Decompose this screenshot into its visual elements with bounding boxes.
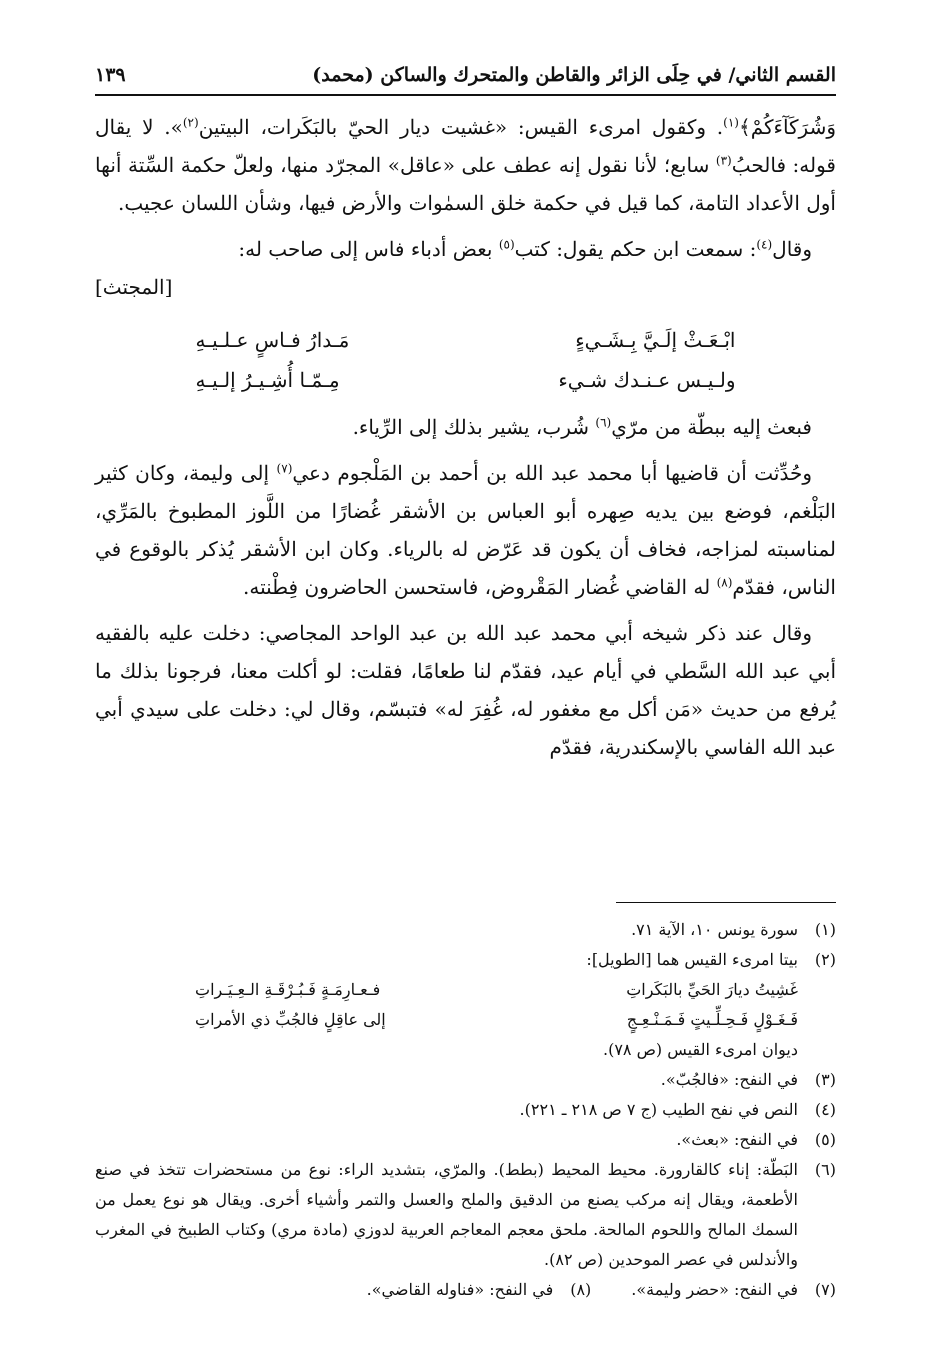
paragraph-2 [95, 230, 836, 306]
footnote-row [95, 1275, 836, 1305]
footnote-text: سورة يونس ١٠، الآية ٧١. [631, 920, 798, 939]
verse-second-hemistich: مِـمّـا أُشِـيـرُ إلـيـهِ [195, 368, 340, 392]
footnote-text: في النفح: «حضر وليمة». [631, 1280, 798, 1299]
footnote-rule [616, 902, 836, 903]
text-run: . وكقول امرىء القيس: «غشيت ديار الحيّ بالبَكَرات، البيتين [198, 115, 724, 139]
text-run: شُرب، يشير بذلك إلى الرِّياء. [352, 415, 596, 439]
paragraph-3 [95, 408, 836, 446]
footnote-source: ديوان امرىء القيس (ص ٧٨). [602, 1040, 798, 1059]
footnote-verse [95, 975, 836, 1005]
page-number: ١٣٩ [95, 64, 126, 86]
footnote-text: بيتا امرىء القيس هما [الطويل]: [586, 950, 798, 969]
text-run: بعض أدباء فاس إلى صاحب له: [238, 237, 499, 261]
poem [95, 320, 836, 400]
paragraph-4 [95, 454, 836, 606]
footnote-ref[interactable]: (٣) [715, 153, 732, 168]
footnotes [95, 902, 836, 1305]
paragraph-5: وقال عند ذكر شيخه أبي محمد عبد الله بن عبد الواحد المجاصي: دخلت عليه بالفقيه أبي عبد الله السَّطي في أيام عيد، فقدّم لنا طعامًا، فقلت: لو أكلت معنا، فرجونا بذلك ما يُرفع من حديث «مَن أكل مع مغفور له، غُفِرَ له» فتبسّم، وقال لي: دخلت على سيدي أبي عبد الله الفاسي بالإسكندرية، فقدّم [95, 621, 836, 759]
main-text [95, 108, 836, 774]
footnote-number: (٦) [814, 1160, 836, 1179]
text-run: وقال [772, 237, 812, 261]
header-title: القسم الثاني/ في حِلَى الزائر والقاطن والمتحرك والساكن (محمد) [312, 64, 836, 86]
footnote-text: في النفح: «بعث». [676, 1130, 798, 1149]
verse-first-hemistich: غَشِيتُ ديارَ الحَيِّ بالبَكَراتِ [626, 980, 798, 999]
footnote-verse [95, 1005, 836, 1035]
footnote-number: (٣) [814, 1070, 836, 1089]
footnote-ref[interactable]: (٢) [182, 115, 199, 130]
poem-verse [95, 320, 836, 360]
footnote-ref[interactable]: (٤) [756, 237, 773, 252]
verse-second-hemistich: مَـدارُ فـاسٍ عـلـيـهِ [195, 328, 350, 352]
verse-second-hemistich: فـعـارِمَـةٍ فَـبُـرْقَـةِ الـعِـيَـراتِ [195, 980, 381, 999]
footnote-number: (٥) [814, 1130, 836, 1149]
verse-first-hemistich: ولـيـس عـنـدك شـيء [558, 368, 736, 392]
footnote [95, 1125, 836, 1155]
footnote-number: (١) [814, 920, 836, 939]
footnote-number: (٤) [814, 1100, 836, 1119]
text-run: وَشُرَكَآءَكُمْ﴾ [738, 115, 837, 139]
text-run: له القاضي غُضار المَقْروض، فاستحسن الحاضرون فِطْنته. [242, 575, 717, 599]
text-run: وحُدِّثت أن قاضيها أبا محمد عبد الله بن أحمد بن المَلْجوم دعي [292, 461, 812, 485]
footnote-ref[interactable]: (٧) [276, 461, 293, 476]
footnote-text: في النفح: «فناوله القاضي». [366, 1280, 554, 1299]
footnote [95, 1155, 836, 1275]
footnote [95, 1065, 836, 1095]
footnote [367, 1275, 592, 1305]
footnote [95, 915, 836, 945]
footnote-text: البَطّة: إناء كالقارورة. محيط المحيط (بطط). والمرّي، بتشديد الراء: نوع من مستحضرات تتخذ في صنع الأطعمة، ويقال إنه مركب يصنع من الدقيق والملح والعسل والتمر وأشياء أخرى. ويقال هو نوع يعمل من السمك المالح واللحوم المالحة. ملحق معجم المعاجم العربية لدوزي (مادة مري) وكتاب الطبيخ في المغرب والأندلس في عصر الموحدين (ص ٨٢). [95, 1160, 798, 1269]
poem-verse [95, 360, 836, 400]
running-header [95, 58, 836, 96]
footnote-ref[interactable]: (١) [723, 115, 739, 130]
text-run: : سمعت ابن حكم يقول: كتب [514, 237, 757, 261]
footnote-ref[interactable]: (٥) [498, 237, 515, 252]
poem-meter: [المجتث] [95, 275, 173, 299]
footnote [95, 1095, 836, 1125]
footnote [631, 1275, 836, 1305]
footnote-text: النص في نفح الطيب (ج ٧ ص ٢١٨ ـ ٢٢١). [519, 1100, 798, 1119]
text-run: إلى وليمة، وكان كثير البَلْغم، فوضع بين يديه صِهره أبو العباس بن الأشقر غُضارًا من اللَّوز المطبوخ بالمَرِّي، لمناسبته لمزاجه، فخاف أن يكون قد عَرّض له بالرياء. وكان ابن الأشقر يُذكر بالوقوع في الناس، فقدّم [95, 461, 836, 599]
footnote-number: (٧) [814, 1280, 836, 1299]
footnote [95, 945, 836, 975]
footnote-number: (٢) [814, 950, 836, 969]
footnote-text: في النفح: «فالجُبّ». [660, 1070, 798, 1089]
footnote-ref[interactable]: (٦) [595, 415, 612, 430]
footnote-number: (٨) [570, 1280, 592, 1299]
text-run: سابع؛ لأنا نقول إنه عطف على «عاقل» المجرّد منها، ولعلّ حكمة السِّتة أنها أول الأعداد التامة، كما قيل في حكمة خلق السمٰوات والأرض فيها، وشأن اللسان عجيب. [95, 153, 836, 215]
verse-first-hemistich: ابْـعَـثْ إلَـيَّ بِـشَـيءٍ [575, 328, 736, 352]
text-run: فبعث إليه ببطّة من مرّي [611, 415, 812, 439]
paragraph-1 [95, 108, 836, 222]
footnote-ref[interactable]: (٨) [716, 575, 733, 590]
verse-second-hemistich: إلى عاقِلٍ فالجُبِّ ذي الأمراتِ [195, 1010, 386, 1029]
text-run: ». لا يقال قوله: فالحبُ [95, 115, 836, 177]
verse-first-hemistich: فَـغَـوْلٍ فَـحِـلِّـيتٍ فَـمَـنْـعِـجٍ [626, 1010, 798, 1029]
